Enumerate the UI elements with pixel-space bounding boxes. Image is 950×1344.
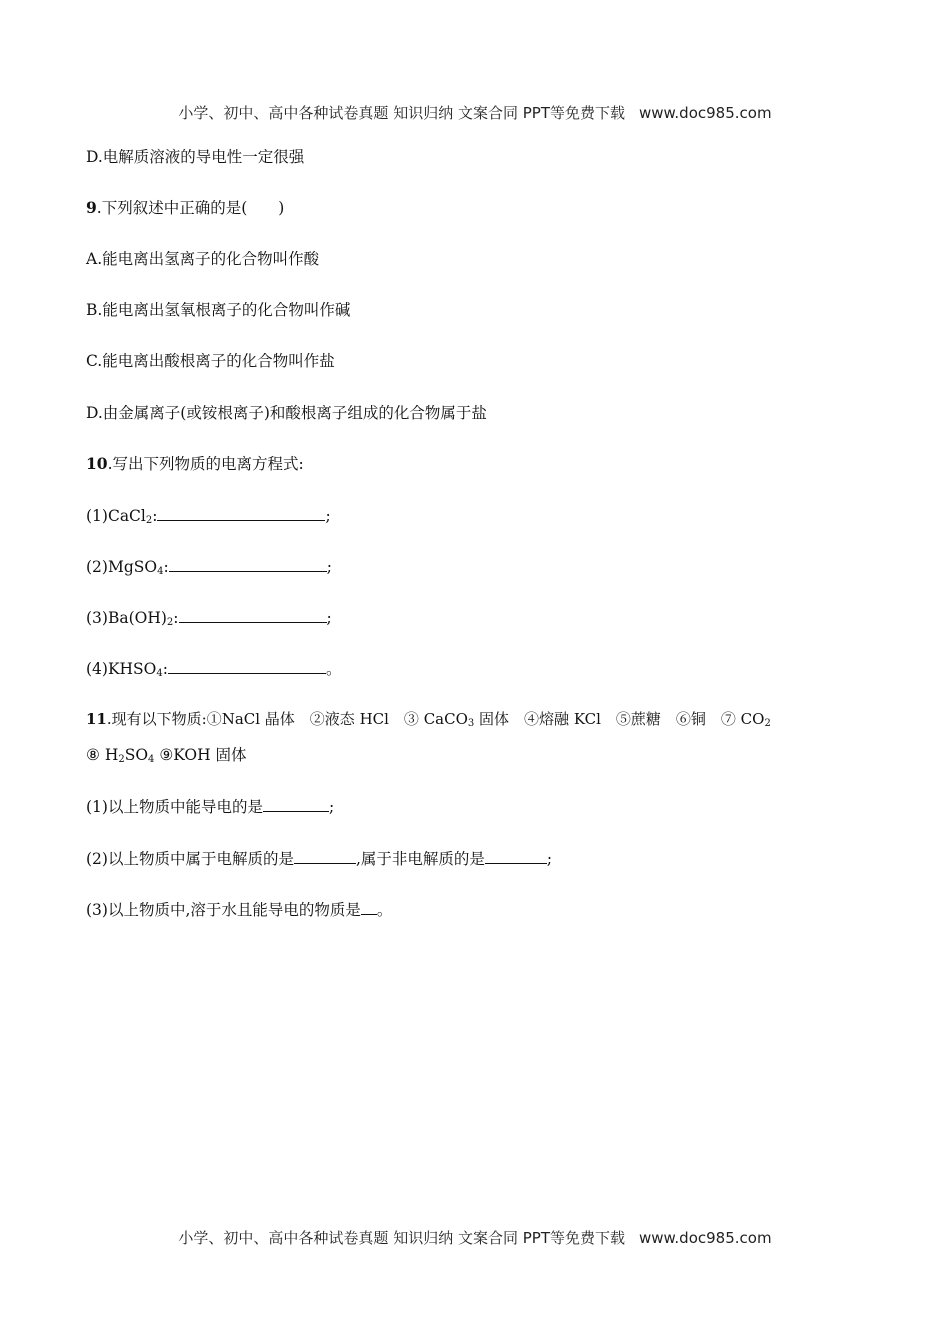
answer-blank[interactable] bbox=[263, 796, 329, 812]
page-header-banner bbox=[0, 102, 950, 123]
q10-stem-text: .写出下列物质的电离方程式: bbox=[107, 455, 304, 473]
header-text: 小学、初中、高中各种试卷真题 知识归纳 文案合同 PPT等免费下载 bbox=[178, 104, 625, 122]
answer-blank[interactable] bbox=[157, 505, 325, 521]
q11-line2-part-3: ⑨KOH 固体 bbox=[154, 746, 247, 764]
q11-part-1-text: (1)以上物质中能导电的是 bbox=[86, 798, 263, 816]
q11-number: 11 bbox=[86, 710, 107, 728]
q10-item-4-formula: (4)KHSO bbox=[86, 660, 157, 678]
q10-item-1-subscript: 2 bbox=[145, 515, 153, 526]
q11-part-2-end: ; bbox=[546, 850, 553, 868]
q9-option-d: D.由金属离子(或铵根离子)和酸根离子组成的化合物属于盐 bbox=[86, 404, 487, 422]
q11-stem-part-1: .现有以下物质:①NaCl 晶体 ②液态 HCl ③ CaCO bbox=[106, 710, 468, 728]
q10-item-3-colon: : bbox=[173, 609, 179, 627]
answer-blank[interactable] bbox=[361, 899, 377, 915]
q11-line2-subscript-2: 4 bbox=[148, 754, 155, 765]
answer-blank[interactable] bbox=[169, 556, 327, 572]
q11-part-2-text-b: ,属于非电解质的是 bbox=[355, 850, 485, 868]
q11-line2-subscript-1: 2 bbox=[118, 754, 125, 765]
q11-part-1 bbox=[86, 796, 334, 817]
q11-part-2 bbox=[86, 848, 552, 869]
q10-item-3-end: ; bbox=[326, 609, 332, 627]
q9-option-b: B.能电离出氢氧根离子的化合物叫作碱 bbox=[86, 301, 351, 319]
q11-part-1-end: ; bbox=[328, 798, 335, 816]
q10-item-4 bbox=[86, 658, 342, 679]
q10-item-4-subscript: 4 bbox=[156, 668, 163, 679]
q9-option-c: C.能电离出酸根离子的化合物叫作盐 bbox=[86, 352, 335, 370]
q10-item-3-formula: (3)Ba(OH) bbox=[86, 609, 167, 627]
answer-blank[interactable] bbox=[168, 658, 326, 674]
q10-item-2-subscript: 4 bbox=[157, 566, 164, 577]
answer-blank[interactable] bbox=[179, 607, 327, 623]
q11-subscript-2: 2 bbox=[764, 718, 771, 729]
footer-site: www.doc985.com bbox=[638, 1229, 772, 1247]
q11-stem-part-2: 固体 ④熔融 KCl ⑤蔗糖 ⑥铜 ⑦ CO bbox=[474, 710, 765, 728]
q9-stem-text: .下列叙述中正确的是( ) bbox=[96, 199, 285, 217]
q10-item-1-formula: (1)CaCl bbox=[86, 507, 146, 525]
header-site: www.doc985.com bbox=[638, 104, 772, 122]
q10-item-2 bbox=[86, 556, 332, 577]
q10-item-3 bbox=[86, 607, 332, 628]
q10-item-1-end: ; bbox=[325, 507, 331, 525]
q10-item-3-subscript: 2 bbox=[166, 617, 174, 628]
answer-blank[interactable] bbox=[294, 848, 356, 864]
q10-item-1-colon: : bbox=[152, 507, 158, 525]
q9-option-a: A.能电离出氢离子的化合物叫作酸 bbox=[86, 250, 320, 268]
q11-part-3 bbox=[86, 899, 392, 920]
page-footer-banner bbox=[0, 1227, 950, 1248]
footer-text: 小学、初中、高中各种试卷真题 知识归纳 文案合同 PPT等免费下载 bbox=[178, 1229, 625, 1247]
q10-item-4-colon: : bbox=[162, 660, 168, 678]
q9-stem bbox=[86, 198, 284, 218]
q11-subscript-1: 3 bbox=[467, 718, 475, 729]
q10-item-2-colon: : bbox=[163, 558, 169, 576]
q10-item-2-end: ; bbox=[326, 558, 332, 576]
q8-option-d: D.电解质溶液的导电性一定很强 bbox=[86, 148, 305, 166]
q11-stem-line-2 bbox=[86, 745, 247, 765]
q11-line2-part-2: SO bbox=[124, 746, 149, 764]
q11-part-3-text: (3)以上物质中,溶于水且能导电的物质是 bbox=[86, 901, 361, 919]
q10-number: 10 bbox=[86, 454, 108, 473]
answer-blank[interactable] bbox=[485, 848, 547, 864]
q11-line2-part-1: ⑧ H bbox=[86, 746, 119, 764]
q10-item-1 bbox=[86, 505, 331, 526]
q11-stem-line-1 bbox=[86, 709, 771, 729]
q10-stem bbox=[86, 454, 304, 474]
q10-item-4-end: 。 bbox=[326, 660, 342, 678]
q11-part-3-end: 。 bbox=[376, 901, 393, 919]
q9-number: 9 bbox=[86, 198, 97, 217]
q10-item-2-formula: (2)MgSO bbox=[86, 558, 158, 576]
q11-part-2-text-a: (2)以上物质中属于电解质的是 bbox=[86, 850, 294, 868]
